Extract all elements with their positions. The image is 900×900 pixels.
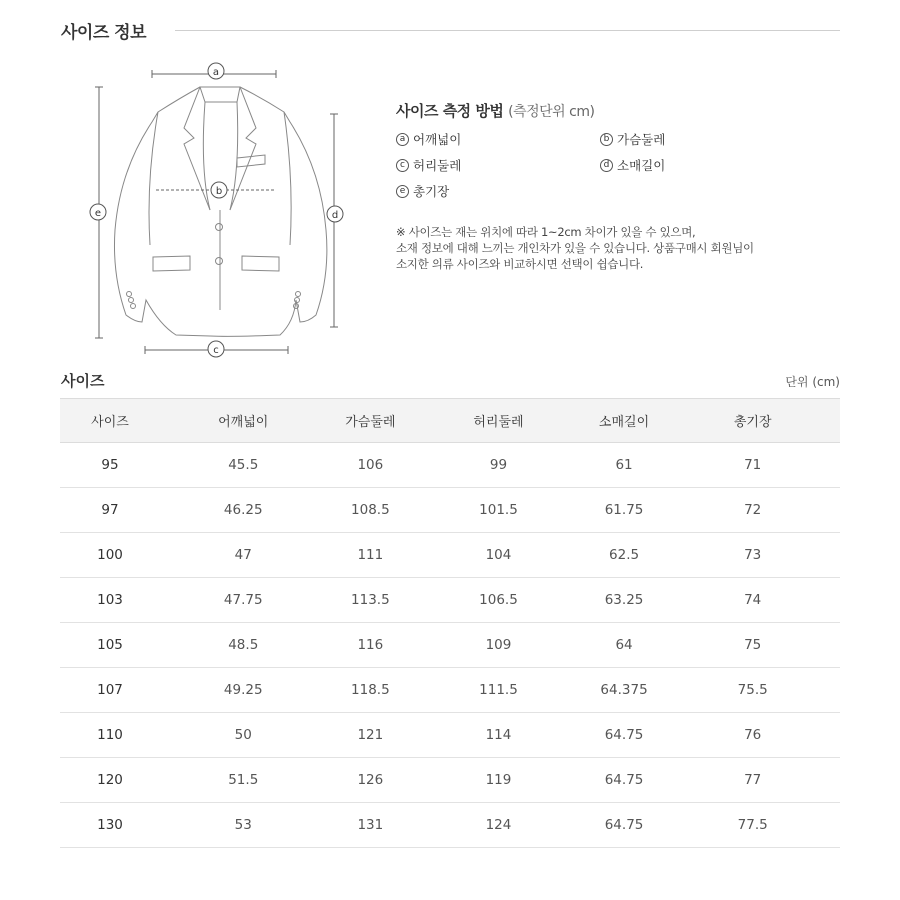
size-table-title: 사이즈 [61,372,105,390]
table-cell: 47 [160,533,326,578]
table-cell: 120 [60,758,160,803]
guide-item-label: 허리둘레 [413,158,462,173]
column-header: 사이즈 [60,399,160,443]
table-row [60,578,840,623]
table-cell: 105 [60,623,160,668]
table-cell: 49.25 [160,668,326,713]
table-cell: 126 [326,758,414,803]
table-cell: 61.75 [583,488,666,533]
table-cell: 124 [414,803,582,848]
marker-c: c [396,159,409,172]
section-title: 사이즈 정보 [61,23,147,43]
guide-title-text: 사이즈 측정 방법 [396,102,504,120]
table-cell: 48.5 [160,623,326,668]
table-cell: 74 [665,578,840,623]
table-cell: 51.5 [160,758,326,803]
guide-item-length [396,182,600,200]
title-divider [175,30,840,31]
table-cell: 61 [583,443,666,488]
table-cell: 106 [326,443,414,488]
guide-note-line: 소지한 의류 사이즈와 비교하시면 선택이 쉽습니다. [396,257,644,271]
marker-a: a [396,133,409,146]
table-cell: 109 [414,623,582,668]
table-cell: 116 [326,623,414,668]
column-header: 어깨넓이 [160,399,326,443]
table-cell: 77.5 [665,803,840,848]
table-cell: 62.5 [583,533,666,578]
table-cell: 107 [60,668,160,713]
table-cell: 64.75 [583,803,666,848]
table-row [60,488,840,533]
marker-b: b [600,133,613,146]
table-cell: 131 [326,803,414,848]
table-cell: 95 [60,443,160,488]
measurement-guide [396,100,796,272]
guide-item-chest [600,130,780,148]
table-cell: 97 [60,488,160,533]
guide-note-line: 소재 정보에 대해 느끼는 개인차가 있을 수 있습니다. 상품구매시 회원님이 [396,241,754,255]
guide-title [396,100,796,121]
table-cell: 63.25 [583,578,666,623]
table-cell: 130 [60,803,160,848]
table-row [60,533,840,578]
table-cell: 76 [665,713,840,758]
table-row [60,713,840,758]
table-cell: 114 [414,713,582,758]
guide-item-label: 소매길이 [617,158,666,173]
table-cell: 101.5 [414,488,582,533]
table-cell: 72 [665,488,840,533]
table-row [60,803,840,848]
guide-item-sleeve [600,156,780,174]
table-cell: 111.5 [414,668,582,713]
guide-note-line: ※ 사이즈는 재는 위치에 따라 1~2cm 차이가 있을 수 있으며, [396,225,696,239]
guide-item-waist [396,156,600,174]
table-cell: 118.5 [326,668,414,713]
column-header: 허리둘레 [414,399,582,443]
column-header: 소매길이 [583,399,666,443]
table-row [60,443,840,488]
table-cell: 108.5 [326,488,414,533]
table-row [60,623,840,668]
table-cell: 64 [583,623,666,668]
marker-c-label: c [213,345,219,356]
table-cell: 64.375 [583,668,666,713]
table-cell: 64.75 [583,713,666,758]
table-row [60,668,840,713]
guide-unit: (측정단위 cm) [508,104,595,120]
table-cell: 47.75 [160,578,326,623]
table-cell: 110 [60,713,160,758]
table-header-row [60,399,840,443]
guide-item-label: 총기장 [413,184,450,199]
marker-a-label: a [212,67,220,78]
guide-notes [396,224,796,272]
table-cell: 106.5 [414,578,582,623]
size-table-unit: 단위 (cm) [785,375,840,389]
table-cell: 113.5 [326,578,414,623]
guide-list [396,130,796,200]
table-cell: 53 [160,803,326,848]
guide-item-shoulder [396,130,600,148]
table-cell: 77 [665,758,840,803]
guide-item-label: 가슴둘레 [617,132,666,147]
table-cell: 50 [160,713,326,758]
table-cell: 46.25 [160,488,326,533]
table-cell: 104 [414,533,582,578]
column-header: 총기장 [665,399,840,443]
marker-d: d [600,159,613,172]
size-table [60,398,840,848]
table-cell: 64.75 [583,758,666,803]
marker-d-label: d [331,210,339,221]
column-header: 가슴둘레 [326,399,414,443]
table-row [60,758,840,803]
guide-item-label: 어깨넓이 [413,132,462,147]
table-cell: 111 [326,533,414,578]
table-cell: 119 [414,758,582,803]
jacket-diagram [80,60,360,360]
marker-b-label: b [215,186,223,197]
marker-e: e [396,185,409,198]
marker-e-label: e [94,208,102,219]
table-cell: 71 [665,443,840,488]
table-cell: 45.5 [160,443,326,488]
table-cell: 99 [414,443,582,488]
table-cell: 73 [665,533,840,578]
table-cell: 121 [326,713,414,758]
table-cell: 103 [60,578,160,623]
table-cell: 75.5 [665,668,840,713]
table-cell: 100 [60,533,160,578]
table-cell: 75 [665,623,840,668]
